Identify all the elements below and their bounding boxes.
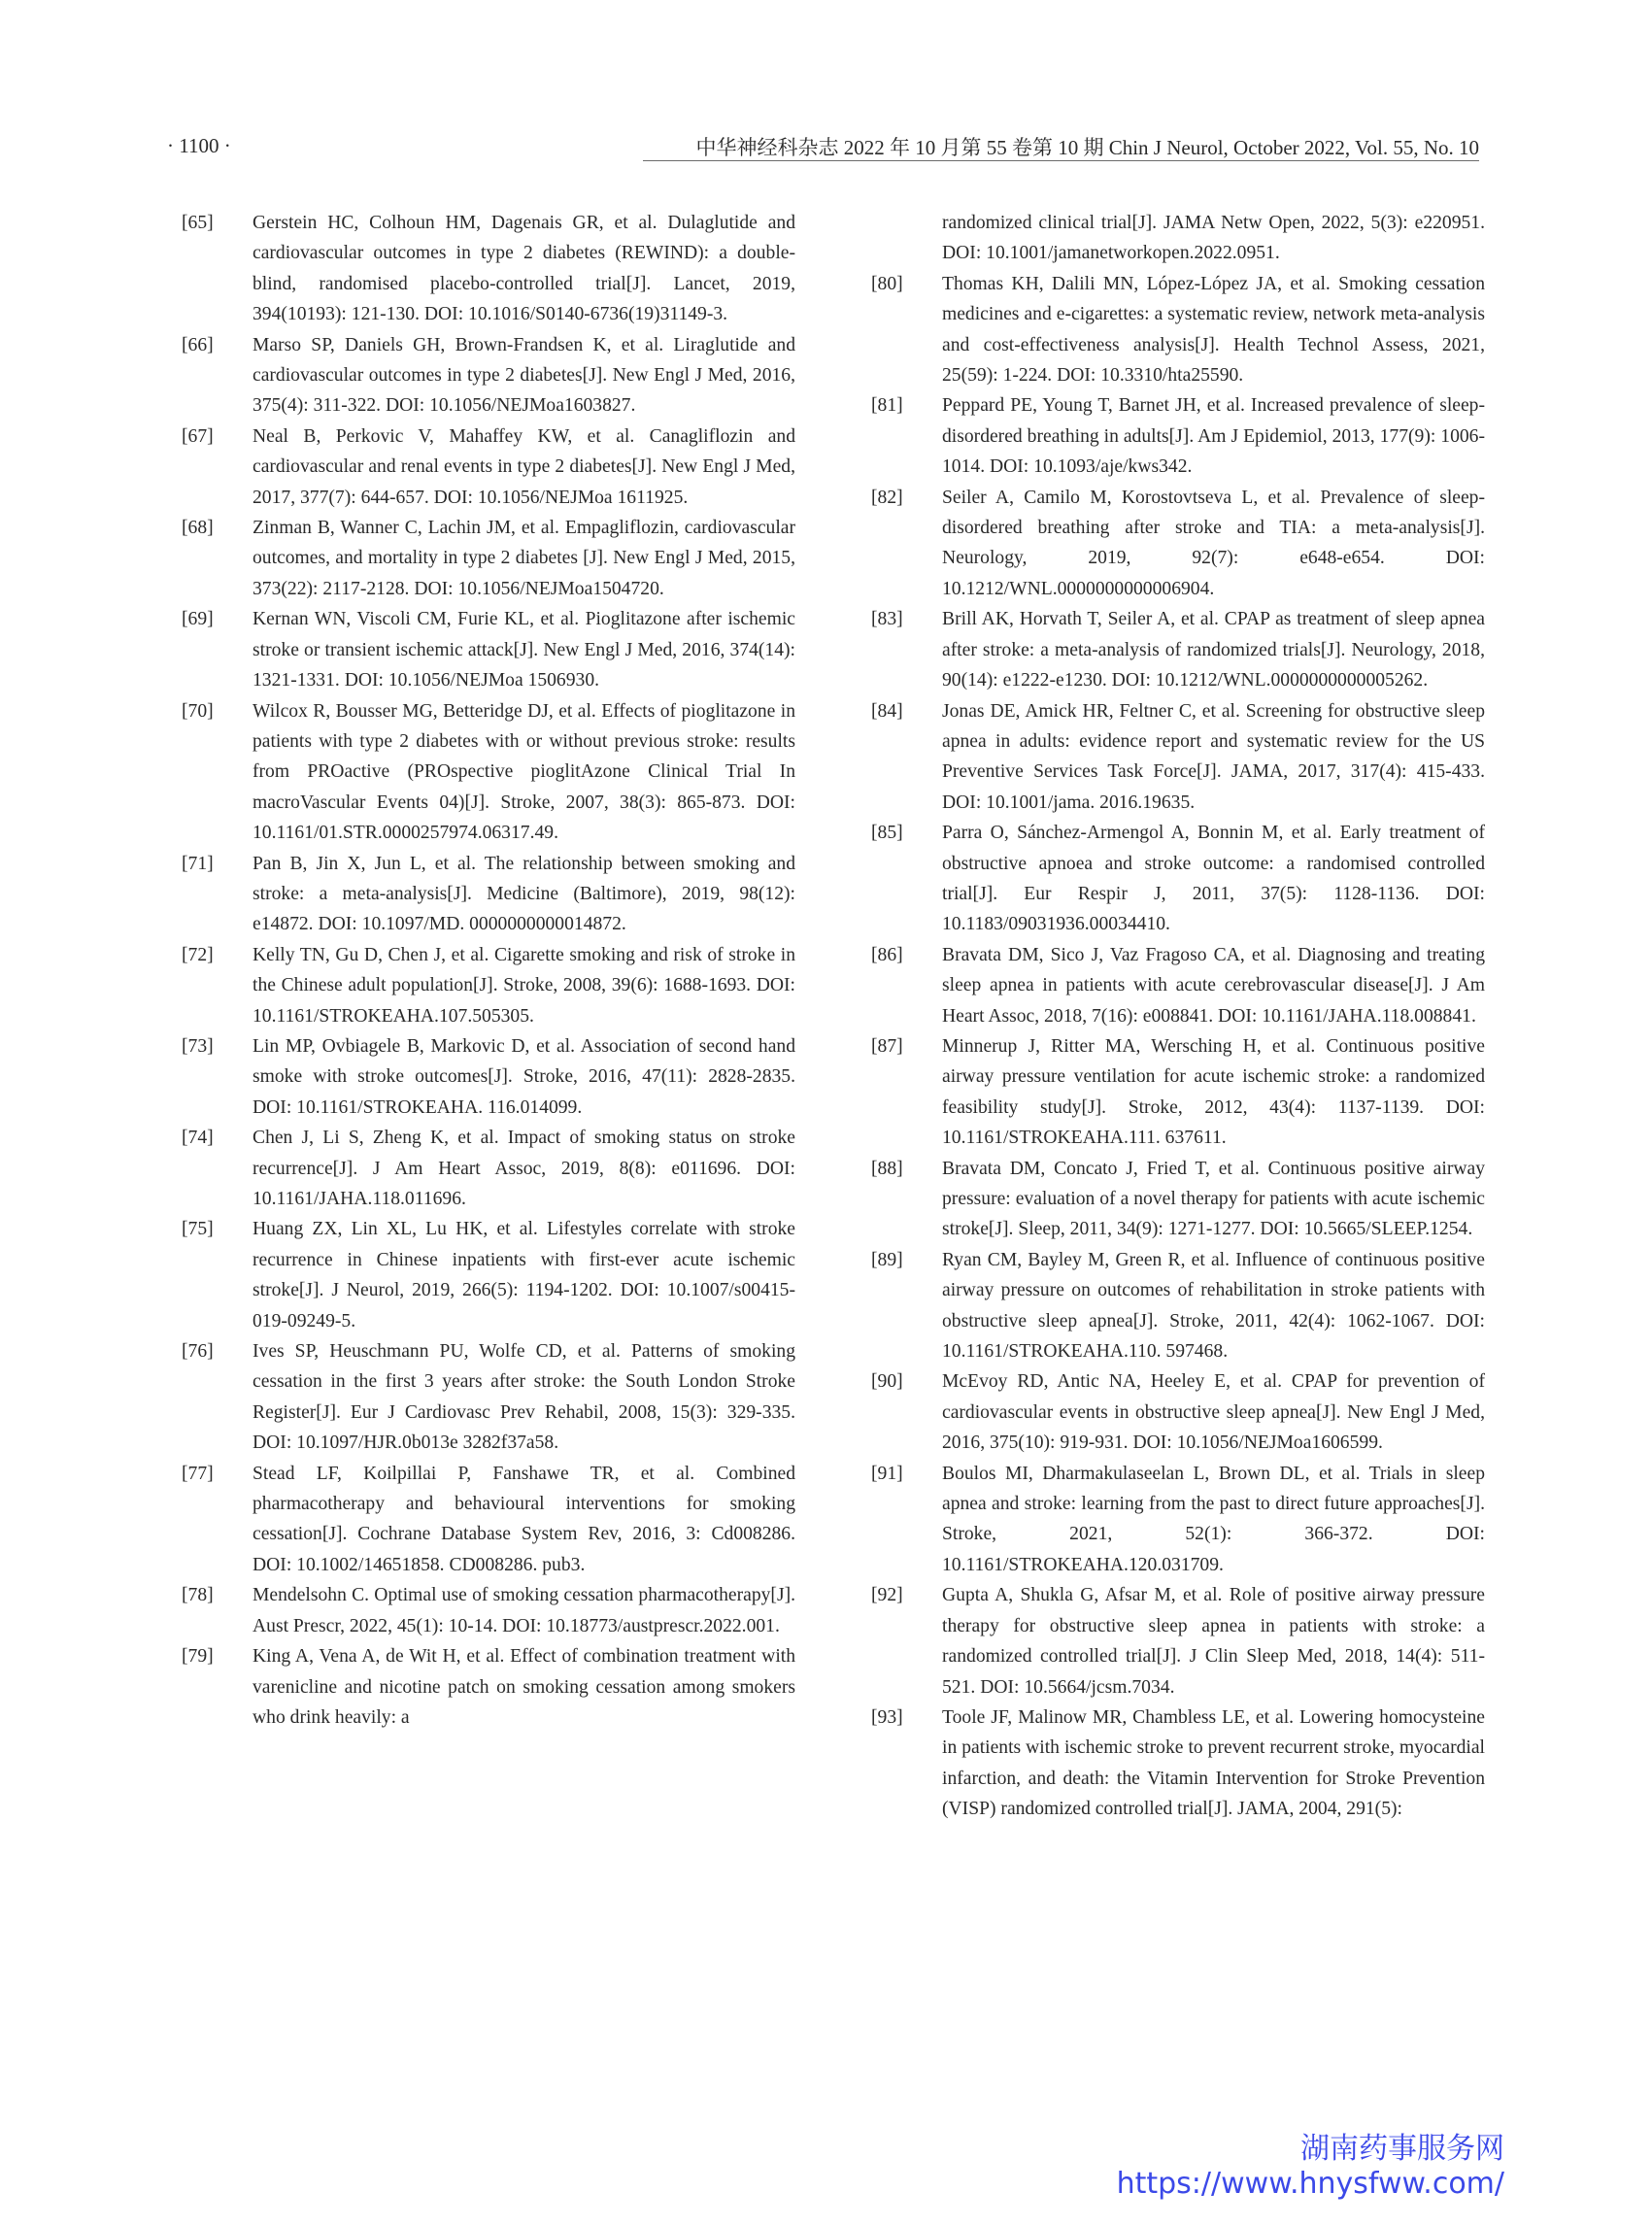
reference-number: [92]	[871, 1585, 903, 1606]
reference-number: [65]	[182, 213, 214, 233]
reference-item	[182, 513, 795, 604]
journal-running-head: 中华神经科杂志 2022 年 10 月第 55 卷第 10 期 Chin J Neurol, October 2022, Vol. 55, No. 10	[695, 136, 1479, 159]
reference-number: [79]	[182, 1646, 214, 1668]
reference-number: [85]	[871, 823, 903, 844]
reference-item	[871, 940, 1485, 1031]
reference-item	[182, 1336, 795, 1459]
reference-item	[871, 818, 1485, 940]
reference-item	[182, 1031, 795, 1123]
reference-text: Minnerup J, Ritter MA, Wersching H, et al. Continuous positive airway pressure ventilation for acute ischemic stroke: a randomized feasibility study[J]. Stroke, 2012, 43(4): 1137-1139. DOI: 10.1161/STROKEAHA.111. 637611.	[942, 1035, 1485, 1149]
reference-text: King A, Vena A, de Wit H, et al. Effect of combination treatment with varenicline and nicotine patch on smoking cessation among smokers who drink heavily: a	[253, 1646, 795, 1728]
reference-item	[871, 1580, 1485, 1702]
reference-text: Stead LF, Koilpillai P, Fanshawe TR, et al. Combined pharmacotherapy and behavioural interventions for smoking cessation[J]. Cochrane Database System Rev, 2016, 3: Cd008286. DOI: 10.1002/14651858. CD008286. pub3.	[253, 1463, 795, 1575]
reference-number: [84]	[871, 700, 903, 722]
reference-item	[182, 421, 795, 513]
reference-text: Mendelsohn C. Optimal use of smoking cessation pharmacotherapy[J]. Aust Prescr, 2022, 45(1): 10-14. DOI: 10.18773/austprescr.2022.001.	[253, 1585, 795, 1636]
reference-number: [77]	[182, 1463, 214, 1484]
reference-continuation: randomized clinical trial[J]. JAMA Netw Open, 2022, 5(3): e220951. DOI: 10.1001/jamanetworkopen.2022.0951.	[942, 213, 1485, 264]
reference-item	[871, 1154, 1485, 1245]
reference-number: [83]	[871, 609, 903, 630]
reference-item	[182, 696, 795, 849]
reference-item	[182, 1459, 795, 1581]
reference-text: Bravata DM, Concato J, Fried T, et al. Continuous positive airway pressure: evaluation of a novel therapy for patients with acute ischemic stroke[J]. Sleep, 2011, 34(9): 1271-1277. DOI: 10.5665/SLEEP.1254.	[942, 1158, 1485, 1240]
reference-number: [88]	[871, 1158, 903, 1179]
reference-text: Gupta A, Shukla G, Afsar M, et al. Role of positive airway pressure therapy for obstructive sleep apnea in patients with stroke: a randomized controlled trial[J]. J Clin Sleep Med, 2018, 14(4): 511-521. DOI: 10.5664/jcsm.7034.	[942, 1585, 1485, 1698]
reference-number: [67]	[182, 425, 214, 447]
reference-item	[871, 1245, 1485, 1367]
page-header	[167, 130, 1479, 163]
reference-item	[182, 1214, 795, 1336]
page-number: · 1100 ·	[167, 134, 231, 157]
reference-number: [75]	[182, 1219, 214, 1240]
watermark-site-name: 湖南药事服务网	[1300, 2132, 1504, 2166]
reference-number: [71]	[182, 853, 214, 874]
reference-number: [69]	[182, 609, 214, 630]
reference-text: Bravata DM, Sico J, Vaz Fragoso CA, et al. Diagnosing and treating sleep apnea in patients with acute cerebrovascular disease[J]. J Am Heart Assoc, 2018, 7(16): e008841. DOI: 10.1161/JAHA.118.008841.	[942, 944, 1485, 1027]
reference-text: Neal B, Perkovic V, Mahaffey KW, et al. Canagliflozin and cardiovascular and renal events in type 2 diabetes[J]. New Engl J Med, 2017, 377(7): 644-657. DOI: 10.1056/NEJMoa 1611925.	[253, 425, 795, 508]
reference-item	[871, 696, 1485, 819]
reference-number: [80]	[871, 273, 903, 294]
reference-number: [82]	[871, 487, 903, 508]
reference-item	[871, 1459, 1485, 1581]
reference-item	[182, 940, 795, 1031]
reference-text: Peppard PE, Young T, Barnet JH, et al. Increased prevalence of sleep-disordered breathing in adults[J]. Am J Epidemiol, 2013, 177(9): 1006-1014. DOI: 10.1093/aje/kws342.	[942, 395, 1485, 478]
reference-number: [81]	[871, 395, 903, 417]
reference-text: Parra O, Sánchez-Armengol A, Bonnin M, et al. Early treatment of obstructive apnoea and stroke outcome: a randomised controlled trial[J]. Eur Respir J, 2011, 37(5): 1128-1136. DOI: 10.1183/09031936.00034410.	[942, 823, 1485, 935]
reference-text: Ives SP, Heuschmann PU, Wolfe CD, et al. Patterns of smoking cessation in the first 3 years after stroke: the South London Stroke Register[J]. Eur J Cardiovasc Prev Rehabil, 2008, 15(3): 329-335. DOI: 10.1097/HJR.0b013e 3282f37a58.	[253, 1341, 795, 1454]
reference-number: [66]	[182, 334, 214, 355]
reference-text: Lin MP, Ovbiagele B, Markovic D, et al. Association of second hand smoke with stroke outcomes[J]. Stroke, 2016, 47(11): 2828-2835. DOI: 10.1161/STROKEAHA. 116.014099.	[253, 1035, 795, 1118]
reference-item	[182, 208, 795, 330]
reference-text: Kernan WN, Viscoli CM, Furie KL, et al. Pioglitazone after ischemic stroke or transient ischemic attack[J]. New Engl J Med, 2016, 374(14): 1321-1331. DOI: 10.1056/NEJMoa 1506930.	[253, 609, 795, 691]
reference-item	[182, 1641, 795, 1733]
reference-item	[182, 1580, 795, 1641]
references-left-column	[182, 208, 795, 1733]
reference-number: [76]	[182, 1341, 214, 1363]
reference-text: Boulos MI, Dharmakulaseelan L, Brown DL, et al. Trials in sleep apnea and stroke: learning from the past to direct future approaches[J]. Stroke, 2021, 52(1): 366-372. DOI: 10.1161/STROKEAHA.120.031709.	[942, 1463, 1485, 1575]
reference-number: [78]	[182, 1585, 214, 1606]
reference-text: Wilcox R, Bousser MG, Betteridge DJ, et al. Effects of pioglitazone in patients with type 2 diabetes with or without previous stroke: results from PROactive (PROspective pioglitAzone Clinical Trial In macroVascular Events 04)[J]. Stroke, 2007, 38(3): 865-873. DOI: 10.1161/01.STR.0000257974.06317.49.	[253, 700, 795, 844]
header-rule	[643, 160, 1479, 161]
reference-number: [93]	[871, 1706, 903, 1728]
reference-item	[182, 330, 795, 421]
reference-text: Brill AK, Horvath T, Seiler A, et al. CPAP as treatment of sleep apnea after stroke: a meta-analysis of randomized trials[J]. Neurology, 2018, 90(14): e1222-e1230. DOI: 10.1212/WNL.0000000000005262.	[942, 609, 1485, 691]
reference-text: McEvoy RD, Antic NA, Heeley E, et al. CPAP for prevention of cardiovascular events in obstructive sleep apnea[J]. New Engl J Med, 2016, 375(10): 919-931. DOI: 10.1056/NEJMoa1606599.	[942, 1371, 1485, 1454]
reference-item	[871, 1366, 1485, 1458]
watermark	[1117, 2132, 1504, 2202]
reference-number: [70]	[182, 700, 214, 722]
reference-number: [72]	[182, 944, 214, 965]
reference-item	[871, 390, 1485, 482]
reference-number: [89]	[871, 1249, 903, 1270]
reference-number: [87]	[871, 1035, 903, 1057]
reference-text: Pan B, Jin X, Jun L, et al. The relationship between smoking and stroke: a meta-analysis[J]. Medicine (Baltimore), 2019, 98(12): e14872. DOI: 10.1097/MD. 0000000000014872.	[253, 853, 795, 935]
reference-item	[182, 604, 795, 695]
reference-number: [73]	[182, 1035, 214, 1057]
reference-text: Seiler A, Camilo M, Korostovtseva L, et al. Prevalence of sleep-disordered breathing after stroke and TIA: a meta-analysis[J]. Neurology, 2019, 92(7): e648-e654. DOI: 10.1212/WNL.0000000000006904.	[942, 487, 1485, 599]
reference-number: [86]	[871, 944, 903, 965]
reference-item	[871, 1031, 1485, 1154]
reference-item	[871, 483, 1485, 605]
reference-text: Gerstein HC, Colhoun HM, Dagenais GR, et al. Dulaglutide and cardiovascular outcomes in type 2 diabetes (REWIND): a double-blind, randomised placebo-controlled trial[J]. Lancet, 2019, 394(10193): 121-130. DOI: 10.1016/S0140-6736(19)31149-3.	[253, 213, 795, 325]
reference-item	[182, 1123, 795, 1214]
reference-text: Chen J, Li S, Zheng K, et al. Impact of smoking status on stroke recurrence[J]. J Am Heart Assoc, 2019, 8(8): e011696. DOI: 10.1161/JAHA.118.011696.	[253, 1128, 795, 1209]
reference-text: Kelly TN, Gu D, Chen J, et al. Cigarette smoking and risk of stroke in the Chinese adult population[J]. Stroke, 2008, 39(6): 1688-1693. DOI: 10.1161/STROKEAHA.107.505305.	[253, 944, 795, 1027]
reference-number: [68]	[182, 518, 214, 539]
reference-item	[871, 269, 1485, 391]
references-right-column	[871, 208, 1485, 1825]
watermark-url[interactable]: https://www.hnysfww.com/	[1116, 2167, 1504, 2201]
reference-number: [91]	[871, 1463, 903, 1484]
reference-text: Ryan CM, Bayley M, Green R, et al. Influence of continuous positive airway pressure on outcomes of rehabilitation in stroke patients with obstructive sleep apnea[J]. Stroke, 2011, 42(4): 1062-1067. DOI: 10.1161/STROKEAHA.110. 597468.	[942, 1249, 1485, 1363]
reference-number: [74]	[182, 1128, 214, 1149]
reference-text: Huang ZX, Lin XL, Lu HK, et al. Lifestyles correlate with stroke recurrence in Chinese inpatients with first-ever acute ischemic stroke[J]. J Neurol, 2019, 266(5): 1194-1202. DOI: 10.1007/s00415-019-09249-5.	[253, 1219, 795, 1332]
reference-text: Jonas DE, Amick HR, Feltner C, et al. Screening for obstructive sleep apnea in adults: evidence report and systematic review for the US Preventive Services Task Force[J]. JAMA, 2017, 317(4): 415-433. DOI: 10.1001/jama. 2016.19635.	[942, 700, 1485, 813]
reference-item	[871, 1702, 1485, 1825]
reference-item	[871, 604, 1485, 695]
reference-text: Thomas KH, Dalili MN, López-López JA, et al. Smoking cessation medicines and e-cigarettes: a systematic review, network meta-analysis and cost-effectiveness analysis[J]. Health Technol Assess, 2021, 25(59): 1-224. DOI: 10.3310/hta25590.	[942, 273, 1485, 387]
reference-text: Zinman B, Wanner C, Lachin JM, et al. Empagliflozin, cardiovascular outcomes, and mortality in type 2 diabetes [J]. New Engl J Med, 2015, 373(22): 2117-2128. DOI: 10.1056/NEJMoa1504720.	[253, 518, 795, 599]
reference-text: Marso SP, Daniels GH, Brown-Frandsen K, et al. Liraglutide and cardiovascular outcomes in type 2 diabetes[J]. New Engl J Med, 2016, 375(4): 311-322. DOI: 10.1056/NEJMoa1603827.	[253, 334, 795, 417]
reference-item	[182, 849, 795, 940]
reference-number: [90]	[871, 1371, 903, 1393]
reference-text: Toole JF, Malinow MR, Chambless LE, et al. Lowering homocysteine in patients with ischemic stroke to prevent recurrent stroke, myocardial infarction, and death: the Vitamin Intervention for Stroke Prevention (VISP) randomized controlled trial[J]. JAMA, 2004, 291(5):	[942, 1706, 1485, 1820]
